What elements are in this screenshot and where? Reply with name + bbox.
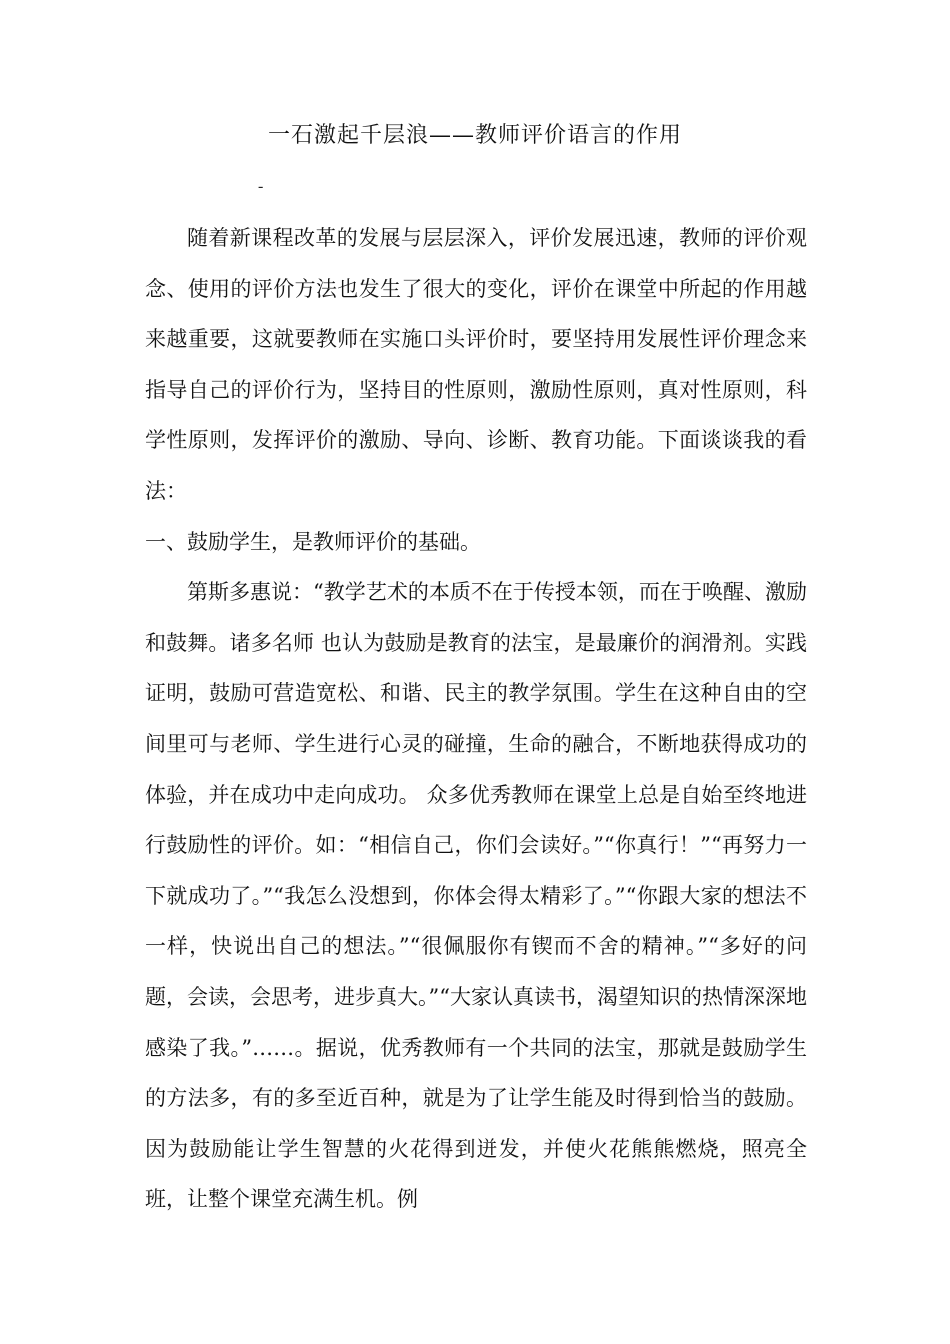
section-heading-1: 一、鼓励学生，是教师评价的基础。 [145, 529, 481, 554]
paragraph-intro: 随着新课程改革的发展与层层深入，评价发展迅速，教师的评价观念、使用的评价方法也发生了很大的变化，评价在课堂中所起的作用越来越重要，这就要教师在实施口头评价时，要坚持用发展性评价理念来指导自己的评价行为，坚持目的性原则，激励性原则，真对性原则，科学性原则，发挥评价的激励、导向、诊断、教育功能。下面谈谈我的看法： [145, 226, 807, 503]
document-body [145, 213, 807, 1225]
subtitle-mark: - [258, 178, 264, 195]
paragraph-encouragement: 第斯多惠说：“教学艺术的本质不在于传授本领，而在于唤醒、激励和鼓舞。诸多名师 也认为鼓励是教育的法宝，是最廉价的润滑剂。实践证明，鼓励可营造宽松、和谐、民主的教学氛围。学生在这种自由的空间里可与老师、学生进行心灵的碰撞，生命的融合，不断地获得成功的体验，并在成功中走向成功。 众多优秀教师在课堂上总是自始至终地进行鼓励性的评价。如：“相信自己，你们会读好。”“你真行！”“再努力一下就成功了。”“我怎么没想到，你体会得太精彩了。”“你跟大家的想法不一样，快说出自己的想法。”“很佩服你有锲而不舍的精神。”“多好的问题，会读，会思考，进步真大。”“大家认真读书，渴望知识的热情深深地感染了我。”……。据说，优秀教师有一个共同的法宝，那就是鼓励学生的方法多，有的多至近百种，就是为了让学生能及时得到恰当的鼓励。因为鼓励能让学生智慧的火花得到迸发，并使火花熊熊燃烧，照亮全班，让整个课堂充满生机。例 [145, 580, 807, 1212]
document-title: 一石激起千层浪——教师评价语言的作用 [267, 123, 682, 148]
